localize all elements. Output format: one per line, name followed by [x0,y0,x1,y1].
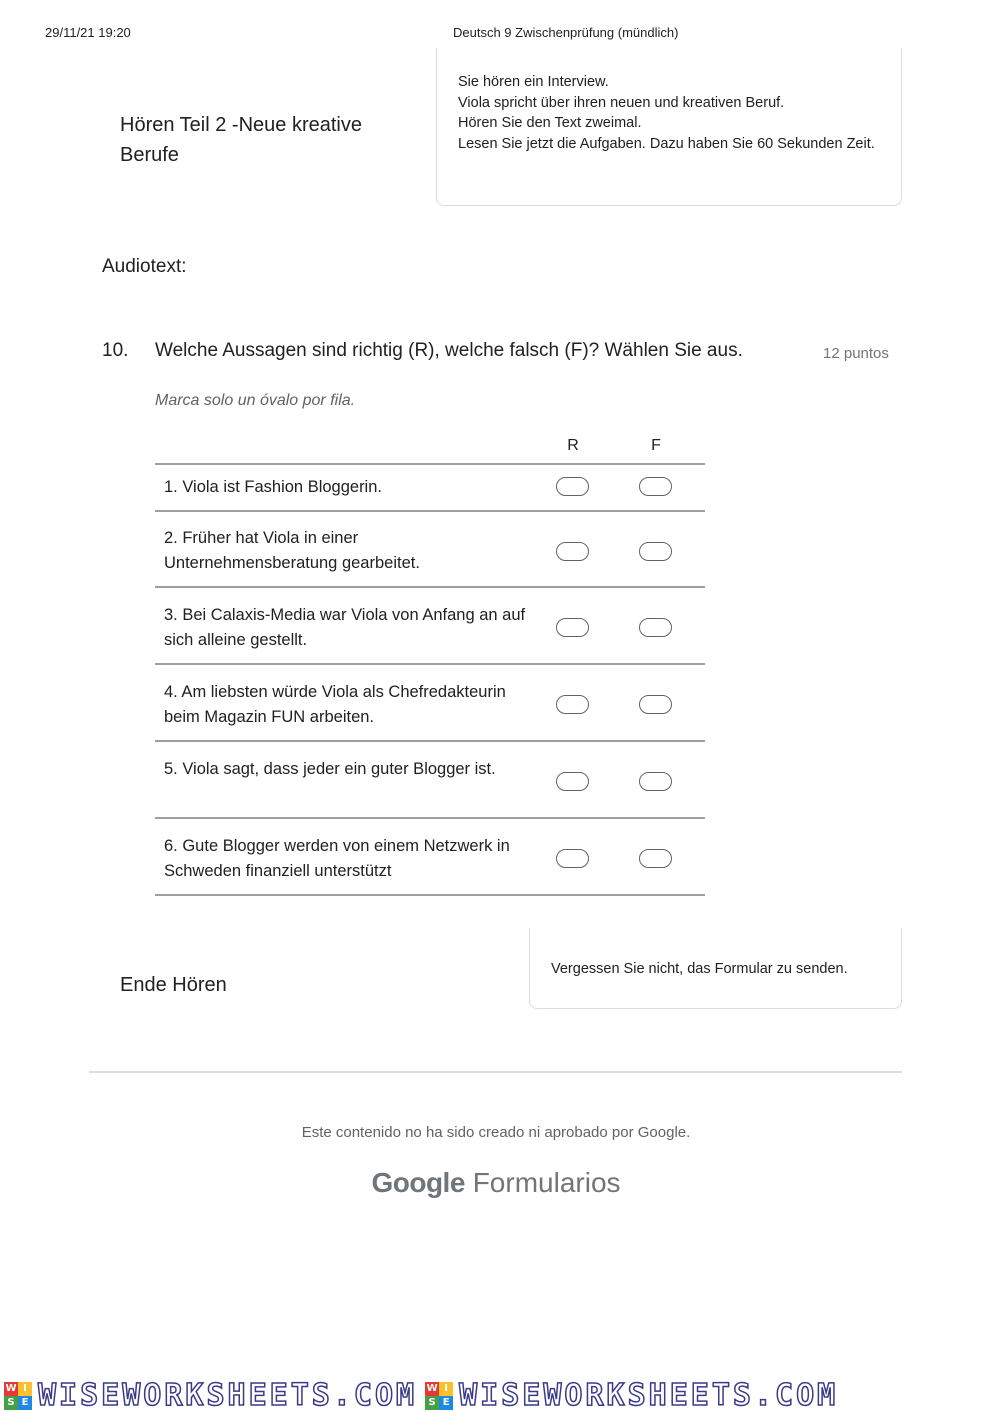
radio-row3-f[interactable] [639,618,672,637]
grid-divider [155,894,705,896]
radio-row6-r[interactable] [556,849,589,868]
column-header-r: R [567,437,579,454]
radio-row5-f[interactable] [639,772,672,791]
watermark-text: WISEWORKSHEETS.COM [38,1378,418,1413]
question-hint: Marca solo un óvalo por fila. [155,392,356,409]
radio-row1-f[interactable] [639,477,672,496]
radio-row6-f[interactable] [639,849,672,868]
google-forms-logo [0,1167,996,1199]
watermark-logo: W I S E [4,1382,32,1410]
section-title-ende: Ende Hören [120,974,227,996]
radio-row2-r[interactable] [556,542,589,561]
question-number: 10. [102,340,129,361]
radio-row2-f[interactable] [639,542,672,561]
footer-divider [89,1071,902,1073]
section-end-text: Vergessen Sie nicht, das Formular zu senden. [551,961,848,977]
question-text: Welche Aussagen sind richtig (R), welche falsch (F)? Wählen Sie aus. [155,340,743,361]
section-description-box [436,48,902,206]
watermark-text: WISEWORKSHEETS.COM [459,1378,839,1413]
grid-divider [155,740,705,742]
grid-divider [155,510,705,512]
radio-row4-f[interactable] [639,695,672,714]
print-doc-title: Deutsch 9 Zwischenprüfung (mündlich) [453,25,679,40]
section-title-hoeren: Hören Teil 2 -Neue kreative Berufe [120,114,362,166]
grid-row-label-5: 5. Viola sagt, dass jeder ein guter Blogger ist. [164,760,496,778]
brand-google: Google [371,1167,465,1198]
section-description-text: Sie hören ein Interview. Viola spricht über ihren neuen und kreativen Beruf. Hören Sie den Text zweimal. Lesen Sie jetzt die Aufgaben. Dazu haben Sie 60 Sekunden Zeit. [458,74,875,152]
watermark-bar [0,1378,1000,1413]
watermark-logo: W I S E [425,1382,453,1410]
grid-divider [155,586,705,588]
question-points: 12 puntos [823,345,889,362]
radio-row1-r[interactable] [556,477,589,496]
brand-product: Formularios [472,1167,621,1198]
column-header-f: F [651,437,661,454]
section-end-box [529,928,902,1009]
grid-row-label-4: 4. Am liebsten würde Viola als Chefredakteurin beim Magazin FUN arbeiten. [164,683,506,726]
grid-row-label-1: 1. Viola ist Fashion Bloggerin. [164,478,382,496]
print-datetime: 29/11/21 19:20 [45,25,131,40]
footer-disclaimer: Este contenido no ha sido creado ni aprobado por Google. [301,1124,691,1141]
grid-row-label-2: 2. Früher hat Viola in einer Unternehmensberatung gearbeitet. [164,529,420,572]
radio-row5-r[interactable] [556,772,589,791]
audiotext-label: Audiotext: [102,256,187,277]
grid-row-label-6: 6. Gute Blogger werden von einem Netzwerk in Schweden finanziell unterstützt [164,837,510,880]
grid-row-label-3: 3. Bei Calaxis-Media war Viola von Anfang an auf sich alleine gestellt. [164,606,526,649]
grid-divider [155,463,705,465]
radio-row3-r[interactable] [556,618,589,637]
grid-divider [155,817,705,819]
grid-divider [155,663,705,665]
radio-row4-r[interactable] [556,695,589,714]
